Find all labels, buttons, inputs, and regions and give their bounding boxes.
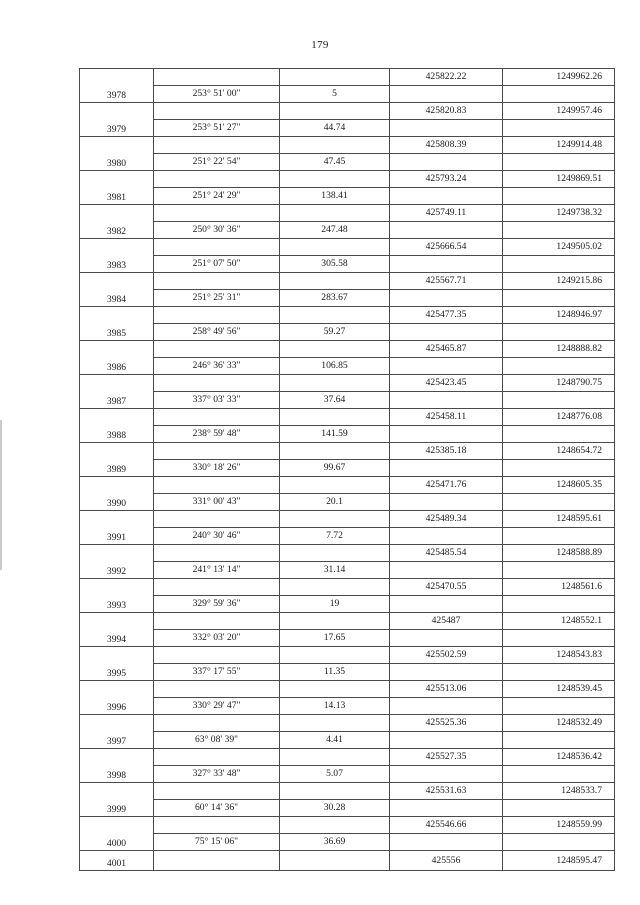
easting-value: 1249962.26 <box>503 69 615 86</box>
northing-value: 425820.83 <box>390 103 503 120</box>
empty-easting-cell <box>503 800 615 817</box>
distance-value: 14.13 <box>280 698 390 715</box>
segment-row <box>80 222 615 239</box>
distance-value: 106.85 <box>280 358 390 375</box>
northing-value: 425502.59 <box>390 647 503 664</box>
empty-northing-cell <box>390 86 503 103</box>
empty-bearing-cell <box>154 783 280 800</box>
empty-bearing-cell <box>154 851 280 871</box>
empty-easting-cell <box>503 766 615 783</box>
empty-easting-cell <box>503 630 615 647</box>
empty-bearing-cell <box>154 307 280 324</box>
empty-easting-cell <box>503 460 615 477</box>
point-id: 3993 <box>80 579 154 613</box>
empty-distance-cell <box>280 307 390 324</box>
empty-easting-cell <box>503 834 615 851</box>
distance-value: 4.41 <box>280 732 390 749</box>
empty-distance-cell <box>280 749 390 766</box>
northing-value: 425808.39 <box>390 137 503 154</box>
empty-easting-cell <box>503 392 615 409</box>
bearing-value: 251° 07' 50" <box>154 256 280 273</box>
bearing-value: 258° 49' 56" <box>154 324 280 341</box>
empty-bearing-cell <box>154 681 280 698</box>
northing-value: 425749.11 <box>390 205 503 222</box>
empty-distance-cell <box>280 545 390 562</box>
bearing-value: 251° 24' 29" <box>154 188 280 205</box>
empty-bearing-cell <box>154 69 280 86</box>
point-id: 4000 <box>80 817 154 851</box>
point-id: 3983 <box>80 239 154 273</box>
easting-value: 1248533.7 <box>503 783 615 800</box>
empty-easting-cell <box>503 358 615 375</box>
segment-row <box>80 392 615 409</box>
empty-distance-cell <box>280 205 390 222</box>
empty-northing-cell <box>390 188 503 205</box>
distance-value: 141.59 <box>280 426 390 443</box>
northing-value: 425793.24 <box>390 171 503 188</box>
northing-value: 425531.63 <box>390 783 503 800</box>
point-id: 3995 <box>80 647 154 681</box>
empty-distance-cell <box>280 341 390 358</box>
point-row <box>80 205 615 222</box>
segment-row <box>80 86 615 103</box>
point-row <box>80 749 615 766</box>
easting-value: 1248605.35 <box>503 477 615 494</box>
empty-northing-cell <box>390 324 503 341</box>
northing-value: 425471.76 <box>390 477 503 494</box>
bearing-value: 75° 15' 06" <box>154 834 280 851</box>
empty-distance-cell <box>280 137 390 154</box>
bearing-value: 241° 13' 14" <box>154 562 280 579</box>
empty-easting-cell <box>503 528 615 545</box>
segment-row <box>80 630 615 647</box>
segment-row <box>80 256 615 273</box>
empty-distance-cell <box>280 851 390 871</box>
segment-row <box>80 460 615 477</box>
point-id: 3978 <box>80 69 154 103</box>
empty-northing-cell <box>390 732 503 749</box>
empty-easting-cell <box>503 120 615 137</box>
point-row <box>80 817 615 834</box>
northing-value: 425822.22 <box>390 69 503 86</box>
easting-value: 1248946.97 <box>503 307 615 324</box>
point-id: 3982 <box>80 205 154 239</box>
empty-easting-cell <box>503 222 615 239</box>
empty-bearing-cell <box>154 409 280 426</box>
empty-northing-cell <box>390 494 503 511</box>
northing-value: 425458.11 <box>390 409 503 426</box>
segment-row <box>80 426 615 443</box>
empty-distance-cell <box>280 579 390 596</box>
distance-value: 44.74 <box>280 120 390 137</box>
easting-value: 1249914.48 <box>503 137 615 154</box>
empty-northing-cell <box>390 256 503 273</box>
point-row <box>80 681 615 698</box>
northing-value: 425485.54 <box>390 545 503 562</box>
empty-northing-cell <box>390 460 503 477</box>
distance-value: 19 <box>280 596 390 613</box>
empty-northing-cell <box>390 834 503 851</box>
empty-distance-cell <box>280 477 390 494</box>
point-row <box>80 273 615 290</box>
bearing-value: 253° 51' 00" <box>154 86 280 103</box>
bearing-value: 251° 25' 31" <box>154 290 280 307</box>
empty-bearing-cell <box>154 443 280 460</box>
segment-row <box>80 562 615 579</box>
bearing-value: 240° 30' 46" <box>154 528 280 545</box>
empty-distance-cell <box>280 239 390 256</box>
empty-northing-cell <box>390 222 503 239</box>
empty-easting-cell <box>503 698 615 715</box>
empty-distance-cell <box>280 681 390 698</box>
point-id: 3985 <box>80 307 154 341</box>
point-row <box>80 783 615 800</box>
point-id: 3984 <box>80 273 154 307</box>
coordinates-table-body <box>80 69 615 871</box>
bearing-value: 337° 03' 33" <box>154 392 280 409</box>
point-row <box>80 409 615 426</box>
point-row <box>80 375 615 392</box>
easting-value: 1248561.6 <box>503 579 615 596</box>
bearing-value: 238° 59' 48" <box>154 426 280 443</box>
distance-value: 305.58 <box>280 256 390 273</box>
segment-row <box>80 290 615 307</box>
northing-value: 425513.06 <box>390 681 503 698</box>
empty-distance-cell <box>280 171 390 188</box>
northing-value: 425477.35 <box>390 307 503 324</box>
segment-row <box>80 324 615 341</box>
easting-value: 1249505.02 <box>503 239 615 256</box>
empty-northing-cell <box>390 766 503 783</box>
distance-value: 283.67 <box>280 290 390 307</box>
segment-row <box>80 596 615 613</box>
empty-easting-cell <box>503 290 615 307</box>
empty-bearing-cell <box>154 613 280 630</box>
point-id: 3989 <box>80 443 154 477</box>
empty-bearing-cell <box>154 715 280 732</box>
empty-bearing-cell <box>154 511 280 528</box>
point-id: 3981 <box>80 171 154 205</box>
empty-northing-cell <box>390 358 503 375</box>
empty-bearing-cell <box>154 579 280 596</box>
empty-easting-cell <box>503 596 615 613</box>
northing-value: 425423.45 <box>390 375 503 392</box>
point-row <box>80 137 615 154</box>
segment-row <box>80 800 615 817</box>
distance-value: 30.28 <box>280 800 390 817</box>
segment-row <box>80 494 615 511</box>
segment-row <box>80 154 615 171</box>
northing-value: 425546.66 <box>390 817 503 834</box>
bearing-value: 330° 18' 26" <box>154 460 280 477</box>
empty-distance-cell <box>280 103 390 120</box>
empty-bearing-cell <box>154 137 280 154</box>
point-id: 3994 <box>80 613 154 647</box>
bearing-value: 327° 33' 48" <box>154 766 280 783</box>
empty-easting-cell <box>503 86 615 103</box>
empty-bearing-cell <box>154 545 280 562</box>
empty-northing-cell <box>390 528 503 545</box>
page-number: 179 <box>311 39 329 51</box>
empty-easting-cell <box>503 324 615 341</box>
northing-value: 425470.55 <box>390 579 503 596</box>
point-id: 3979 <box>80 103 154 137</box>
easting-value: 1249957.46 <box>503 103 615 120</box>
point-row <box>80 511 615 528</box>
distance-value: 247.48 <box>280 222 390 239</box>
distance-value: 47.45 <box>280 154 390 171</box>
northing-value: 425527.35 <box>390 749 503 766</box>
scan-edge-mark <box>0 420 2 570</box>
empty-easting-cell <box>503 664 615 681</box>
distance-value: 99.67 <box>280 460 390 477</box>
segment-row <box>80 698 615 715</box>
northing-value: 425465.87 <box>390 341 503 358</box>
bearing-value: 250° 30' 36" <box>154 222 280 239</box>
easting-value: 1248595.61 <box>503 511 615 528</box>
empty-northing-cell <box>390 698 503 715</box>
bearing-value: 253° 51' 27" <box>154 120 280 137</box>
empty-bearing-cell <box>154 205 280 222</box>
northing-value: 425385.18 <box>390 443 503 460</box>
distance-value: 17.65 <box>280 630 390 647</box>
bearing-value: 246° 36' 33" <box>154 358 280 375</box>
empty-distance-cell <box>280 375 390 392</box>
empty-bearing-cell <box>154 273 280 290</box>
distance-value: 5.07 <box>280 766 390 783</box>
coordinates-table <box>79 68 615 871</box>
point-id: 3980 <box>80 137 154 171</box>
bearing-value: 251° 22' 54" <box>154 154 280 171</box>
point-row <box>80 647 615 664</box>
point-row <box>80 171 615 188</box>
empty-northing-cell <box>390 562 503 579</box>
point-row <box>80 613 615 630</box>
distance-value: 20.1 <box>280 494 390 511</box>
distance-value: 59.27 <box>280 324 390 341</box>
easting-value: 1248595.47 <box>503 851 615 871</box>
easting-value: 1248539.45 <box>503 681 615 698</box>
segment-row <box>80 188 615 205</box>
bearing-value: 60° 14' 36" <box>154 800 280 817</box>
bearing-value: 329° 59' 36" <box>154 596 280 613</box>
easting-value: 1248776.08 <box>503 409 615 426</box>
segment-row <box>80 766 615 783</box>
point-id: 3997 <box>80 715 154 749</box>
empty-distance-cell <box>280 273 390 290</box>
northing-value: 425487 <box>390 613 503 630</box>
empty-bearing-cell <box>154 171 280 188</box>
easting-value: 1249869.51 <box>503 171 615 188</box>
point-row <box>80 477 615 494</box>
segment-row <box>80 732 615 749</box>
easting-value: 1248888.82 <box>503 341 615 358</box>
empty-northing-cell <box>390 154 503 171</box>
easting-value: 1248552.1 <box>503 613 615 630</box>
empty-distance-cell <box>280 613 390 630</box>
empty-northing-cell <box>390 290 503 307</box>
point-row <box>80 851 615 871</box>
empty-bearing-cell <box>154 239 280 256</box>
easting-value: 1248654.72 <box>503 443 615 460</box>
coordinates-table-container <box>79 68 614 871</box>
point-id: 3991 <box>80 511 154 545</box>
bearing-value: 332° 03' 20" <box>154 630 280 647</box>
bearing-value: 331° 00' 43" <box>154 494 280 511</box>
empty-northing-cell <box>390 426 503 443</box>
point-id: 3992 <box>80 545 154 579</box>
point-id: 3990 <box>80 477 154 511</box>
empty-bearing-cell <box>154 477 280 494</box>
empty-distance-cell <box>280 69 390 86</box>
segment-row <box>80 120 615 137</box>
empty-easting-cell <box>503 562 615 579</box>
empty-distance-cell <box>280 817 390 834</box>
empty-northing-cell <box>390 596 503 613</box>
empty-bearing-cell <box>154 375 280 392</box>
point-row <box>80 579 615 596</box>
segment-row <box>80 664 615 681</box>
point-id: 3999 <box>80 783 154 817</box>
point-row <box>80 103 615 120</box>
empty-distance-cell <box>280 409 390 426</box>
easting-value: 1248790.75 <box>503 375 615 392</box>
point-row <box>80 715 615 732</box>
distance-value: 5 <box>280 86 390 103</box>
bearing-value: 330° 29' 47" <box>154 698 280 715</box>
distance-value: 31.14 <box>280 562 390 579</box>
empty-easting-cell <box>503 188 615 205</box>
empty-easting-cell <box>503 732 615 749</box>
bearing-value: 337° 17' 55" <box>154 664 280 681</box>
point-row <box>80 307 615 324</box>
empty-bearing-cell <box>154 647 280 664</box>
distance-value: 37.64 <box>280 392 390 409</box>
empty-distance-cell <box>280 511 390 528</box>
point-id: 4001 <box>80 851 154 871</box>
northing-value: 425567.71 <box>390 273 503 290</box>
point-id: 3996 <box>80 681 154 715</box>
segment-row <box>80 528 615 545</box>
point-row <box>80 341 615 358</box>
point-id: 3987 <box>80 375 154 409</box>
easting-value: 1248536.42 <box>503 749 615 766</box>
empty-bearing-cell <box>154 103 280 120</box>
empty-easting-cell <box>503 154 615 171</box>
empty-northing-cell <box>390 664 503 681</box>
empty-distance-cell <box>280 783 390 800</box>
empty-easting-cell <box>503 494 615 511</box>
bearing-value: 63° 08' 39" <box>154 732 280 749</box>
distance-value: 11.35 <box>280 664 390 681</box>
empty-bearing-cell <box>154 817 280 834</box>
distance-value: 7.72 <box>280 528 390 545</box>
easting-value: 1248532.49 <box>503 715 615 732</box>
empty-distance-cell <box>280 647 390 664</box>
northing-value: 425666.54 <box>390 239 503 256</box>
empty-easting-cell <box>503 426 615 443</box>
northing-value: 425489.34 <box>390 511 503 528</box>
distance-value: 36.69 <box>280 834 390 851</box>
empty-bearing-cell <box>154 341 280 358</box>
point-id: 3986 <box>80 341 154 375</box>
point-row <box>80 443 615 460</box>
easting-value: 1249738.32 <box>503 205 615 222</box>
point-row <box>80 545 615 562</box>
distance-value: 138.41 <box>280 188 390 205</box>
empty-northing-cell <box>390 630 503 647</box>
empty-bearing-cell <box>154 749 280 766</box>
northing-value: 425556 <box>390 851 503 871</box>
empty-northing-cell <box>390 392 503 409</box>
point-row <box>80 69 615 86</box>
easting-value: 1248543.83 <box>503 647 615 664</box>
easting-value: 1249215.86 <box>503 273 615 290</box>
point-id: 3998 <box>80 749 154 783</box>
empty-distance-cell <box>280 443 390 460</box>
point-id: 3988 <box>80 409 154 443</box>
northing-value: 425525.36 <box>390 715 503 732</box>
easting-value: 1248588.89 <box>503 545 615 562</box>
segment-row <box>80 834 615 851</box>
empty-easting-cell <box>503 256 615 273</box>
point-row <box>80 239 615 256</box>
empty-distance-cell <box>280 715 390 732</box>
easting-value: 1248559.99 <box>503 817 615 834</box>
segment-row <box>80 358 615 375</box>
empty-northing-cell <box>390 120 503 137</box>
empty-northing-cell <box>390 800 503 817</box>
